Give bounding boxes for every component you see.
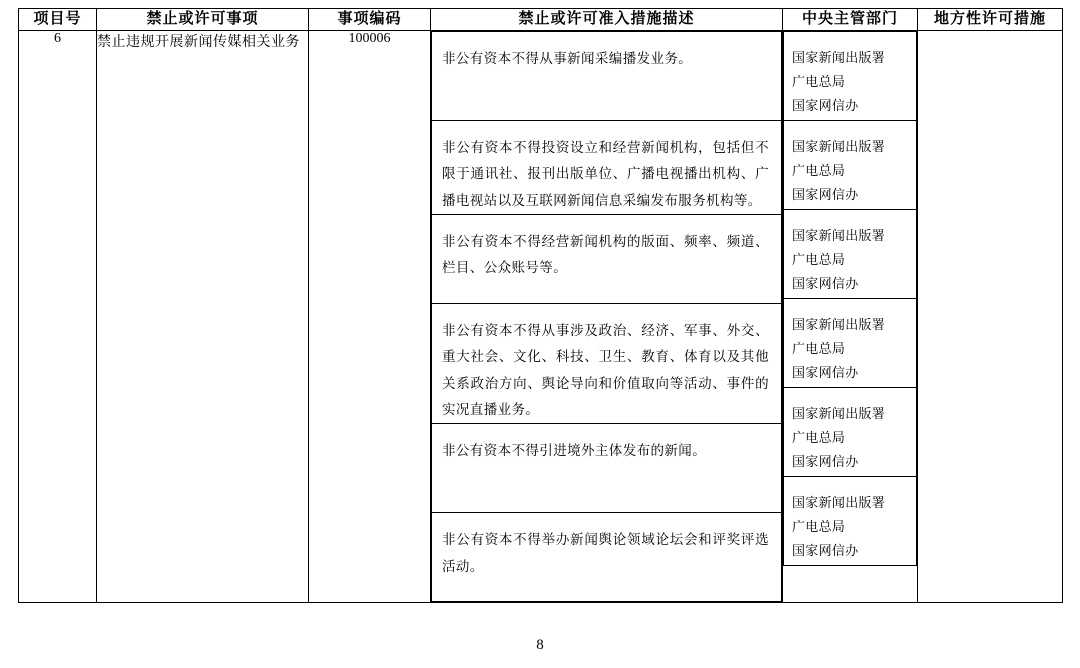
department-names [784, 477, 916, 563]
department-name: 国家新闻出版署 [792, 50, 886, 65]
department-name: 国家新闻出版署 [792, 228, 886, 243]
department-name: 国家新闻出版署 [792, 406, 886, 421]
central-department-group [784, 121, 917, 210]
table-body [19, 31, 1063, 603]
measure-description-text: 非公有资本不得投资设立和经营新闻机构，包括但不限于通讯社、报刊出版单位、广播电视播出机构、广播电视站以及互联网新闻信息采编发布服务机构等。 [442, 140, 769, 208]
measure-description-text: 非公有资本不得引进境外主体发布的新闻。 [442, 443, 707, 459]
department-names [784, 121, 916, 207]
central-department-list [783, 31, 917, 566]
department-name: 国家新闻出版署 [792, 317, 886, 332]
central-department-group [784, 388, 917, 477]
department-name: 国家新闻出版署 [792, 139, 886, 154]
header-item-code: 事项编码 [309, 9, 431, 31]
measure-description-item [432, 214, 782, 303]
table-row [19, 31, 1063, 603]
department-name: 国家网信办 [792, 365, 859, 381]
department-name: 广电总局 [792, 519, 846, 535]
department-name: 国家网信办 [792, 98, 859, 114]
measure-description-item [432, 424, 782, 513]
department-names [784, 299, 916, 385]
department-names [784, 210, 916, 296]
department-name: 国家网信办 [792, 187, 859, 203]
department-name: 国家网信办 [792, 454, 859, 470]
measure-description-item [432, 303, 782, 423]
header-local-measures: 地方性许可措施 [918, 9, 1063, 31]
department-name: 广电总局 [792, 430, 846, 446]
department-name: 广电总局 [792, 341, 846, 357]
cell-item-name: 禁止违规开展新闻传媒相关业务 [97, 31, 309, 603]
measure-description-text: 非公有资本不得从事新闻采编播发业务。 [442, 51, 693, 66]
department-names [784, 32, 916, 118]
cell-central-departments [783, 31, 918, 603]
central-department-group [784, 210, 917, 299]
header-measure-description: 禁止或许可准入措施描述 [431, 9, 783, 31]
measure-description-item [432, 121, 782, 215]
cell-measure-descriptions [431, 31, 783, 603]
measure-description-item [432, 32, 782, 121]
page-number: 8 [536, 637, 544, 653]
table-header [19, 9, 1063, 31]
table-header-row [19, 9, 1063, 31]
department-name: 广电总局 [792, 252, 846, 268]
department-name: 广电总局 [792, 74, 846, 90]
department-names [784, 388, 916, 474]
department-name: 国家网信办 [792, 543, 859, 559]
measure-description-text: 非公有资本不得从事涉及政治、经济、军事、外交、重大社会、文化、科技、卫生、教育、体育以及其他关系政治方向、舆论导向和价值取向等活动、事件的实况直播业务。 [442, 322, 769, 417]
department-name: 国家网信办 [792, 276, 859, 292]
negative-list-table [18, 8, 1063, 603]
department-name: 广电总局 [792, 163, 846, 179]
central-department-group [784, 477, 917, 566]
header-item-name: 禁止或许可事项 [97, 9, 309, 31]
measure-description-item [432, 513, 782, 602]
department-name: 国家新闻出版署 [792, 495, 886, 510]
central-department-group [784, 299, 917, 388]
measure-description-text: 非公有资本不得举办新闻舆论领域论坛会和评奖评选活动。 [442, 532, 769, 574]
header-item-no: 项目号 [19, 9, 97, 31]
cell-local-measures [918, 31, 1063, 603]
central-department-group [784, 32, 917, 121]
measure-description-list [431, 31, 782, 602]
header-central-department: 中央主管部门 [783, 9, 918, 31]
cell-item-code: 100006 [309, 31, 431, 603]
cell-item-no: 6 [19, 31, 97, 603]
measure-description-text: 非公有资本不得经营新闻机构的版面、频率、频道、栏目、公众账号等。 [442, 233, 769, 276]
